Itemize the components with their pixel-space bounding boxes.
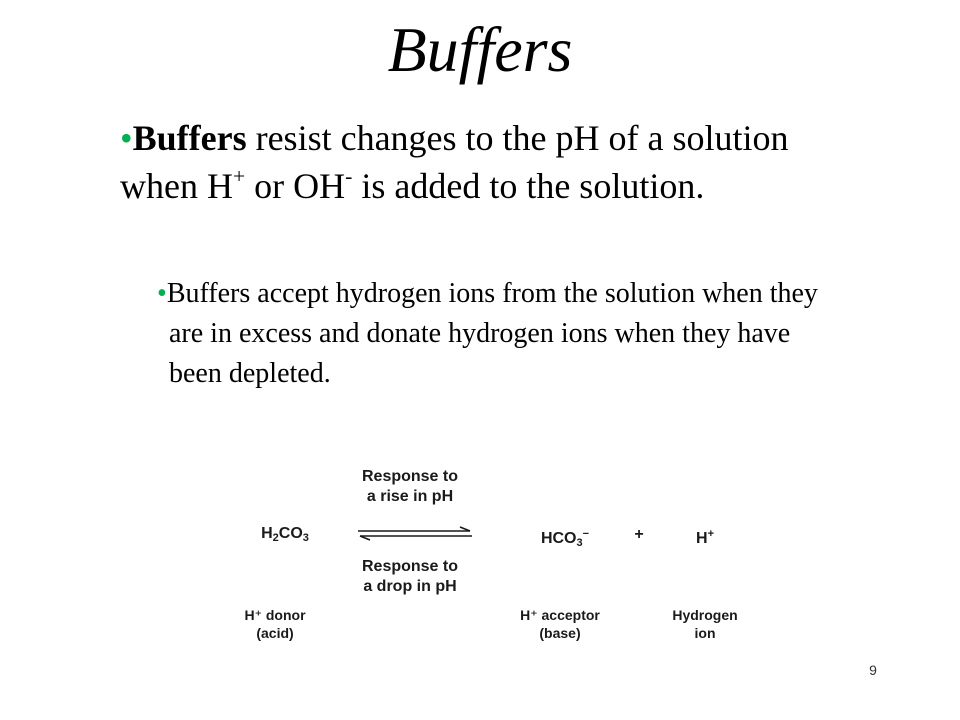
rise-response-line2: a rise in pH: [366, 488, 454, 505]
donor-label-line2: (acid): [256, 625, 294, 641]
donor-label: [215, 606, 335, 642]
bicarbonate-formula: [510, 524, 620, 553]
bullet-sub-text: Buffers accept hydrogen ions from the solution when they are in excess and donate hydrogen ions when they have been depleted.: [166, 278, 818, 389]
formula-part: HCO: [540, 530, 577, 547]
drop-response-line2: a drop in pH: [363, 578, 457, 595]
formula-subscript: 3: [302, 532, 309, 544]
bullet-main-sup-b: -: [345, 163, 353, 188]
bullet-main-bold: Buffers: [132, 118, 247, 158]
donor-label-line1: H⁺ donor: [244, 607, 306, 623]
acceptor-label: [490, 606, 630, 642]
ion-label-line2: ion: [694, 625, 716, 641]
formula-subscript: 2: [272, 532, 279, 544]
bullet-dot: •: [157, 278, 167, 309]
formula-superscript: −: [582, 528, 590, 540]
ion-label-line1: Hydrogen: [672, 607, 738, 623]
bullet-main-text-c: is added to the solution.: [352, 166, 705, 206]
formula-subscript: 3: [576, 537, 583, 549]
bullet-dot: •: [120, 118, 133, 158]
rise-response-line1: Response to: [361, 468, 458, 485]
formula-part: H: [696, 530, 708, 547]
rise-response-label: [330, 467, 490, 507]
carbonic-acid-formula: [235, 524, 335, 548]
slide-title: Buffers: [387, 14, 573, 85]
drop-response-line1: Response to: [361, 558, 458, 575]
formula-superscript: +: [707, 528, 714, 540]
equilibrium-arrows-icon: [355, 524, 475, 544]
bullet-main-text-a: resist changes to the pH of a solution when H: [120, 118, 789, 206]
hydrogen-ion-formula: [680, 524, 730, 549]
drop-response-label: [330, 557, 490, 597]
acceptor-label-line2: (base): [539, 625, 581, 641]
bullet-main-sup-a: +: [232, 163, 246, 188]
bullet-main-text-b: or OH: [245, 166, 346, 206]
formula-part: H: [261, 525, 273, 542]
plus-sign: +: [634, 526, 644, 543]
acceptor-label-line1: H⁺ acceptor: [520, 607, 600, 623]
hydrogen-ion-label: [655, 606, 755, 642]
page-number: 9: [869, 662, 877, 678]
formula-part: CO: [278, 525, 303, 542]
